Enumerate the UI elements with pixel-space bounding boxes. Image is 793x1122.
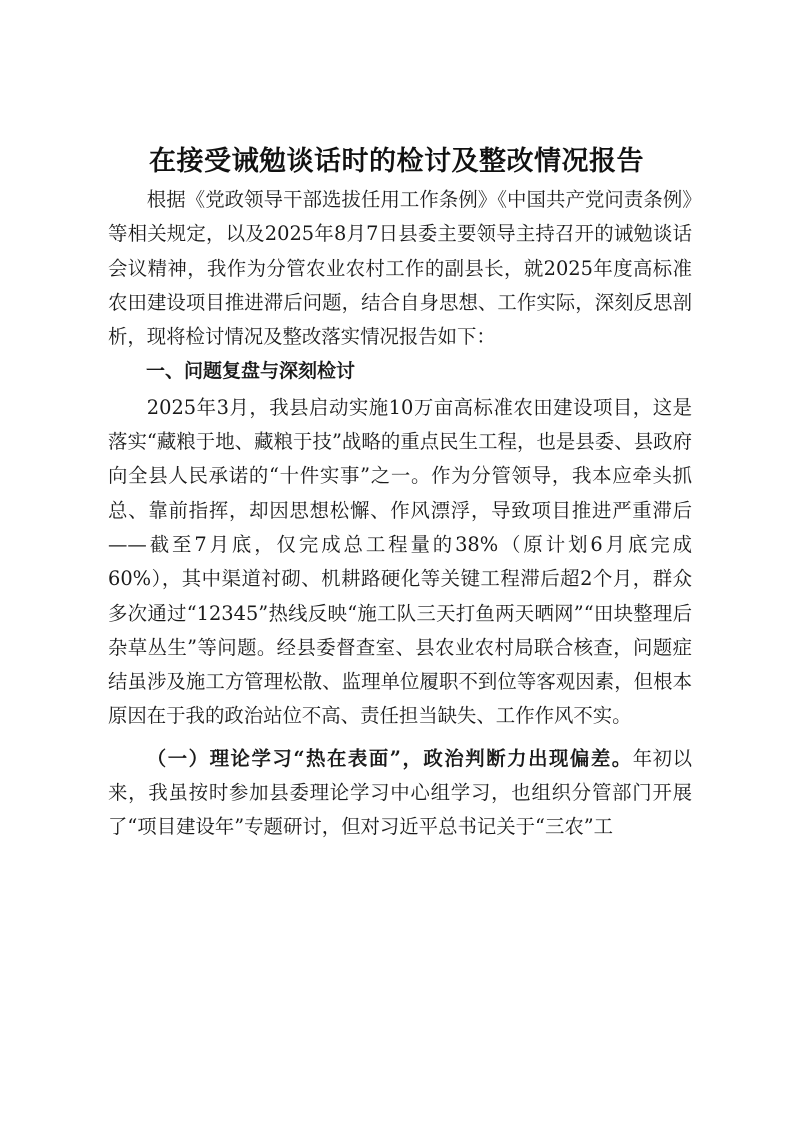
subsection-1-body: 年初以来，我虽按时参加县委理论学习中心组学习，也组织分管部门开展了“项目建设年”专题研讨，但对习近平总书记关于“三农”工 bbox=[108, 746, 693, 839]
subsection-1-paragraph bbox=[108, 742, 692, 845]
section-1-paragraph: 2025年3月，我县启动实施10万亩高标准农田建设项目，这是落实“藏粮于地、藏粮于技”战略的重点民生工程，也是县委、县政府向全县人民承诺的“十件实事”之一。作为分管领导，我本应牵头抓总、靠前指挥，却因思想松懈、作风漂浮，导致项目推进严重滞后——截至7月底，仅完成总工程量的38%（原计划6月底完成60%），其中渠道衬砌、机耕路硬化等关键工程滞后超2个月，群众多次通过“12345”热线反映“施工队三天打鱼两天晒网”“田块整理后杂草丛生”等问题。经县委督查室、县农业农村局联合核查，问题症结虽涉及施工方管理松散、监理单位履职不到位等客观因素，但根本原因在于我的政治站位不高、责任担当缺失、工作作风不实。 bbox=[108, 395, 692, 728]
document-body bbox=[108, 183, 692, 845]
section-heading-1: 一、问题复盘与深刻检讨 bbox=[146, 360, 356, 383]
intro-paragraph: 根据《党政领导干部选拔任用工作条例》《中国共产党问责条例》等相关规定，以及2025年8月7日县委主要领导主持召开的诫勉谈话会议精神，我作为分管农业农村工作的副县长，就2025年度高标准农田建设项目推进滞后问题，结合自身思想、工作实际，深刻反思剖析，现将检讨情况及整改落实情况报告如下： bbox=[108, 188, 692, 349]
subsection-heading-1: （一）理论学习“热在表面”，政治判断力出现偏差。 bbox=[146, 746, 633, 770]
document-title: 在接受诫勉谈话时的检讨及整改情况报告 bbox=[149, 146, 644, 177]
